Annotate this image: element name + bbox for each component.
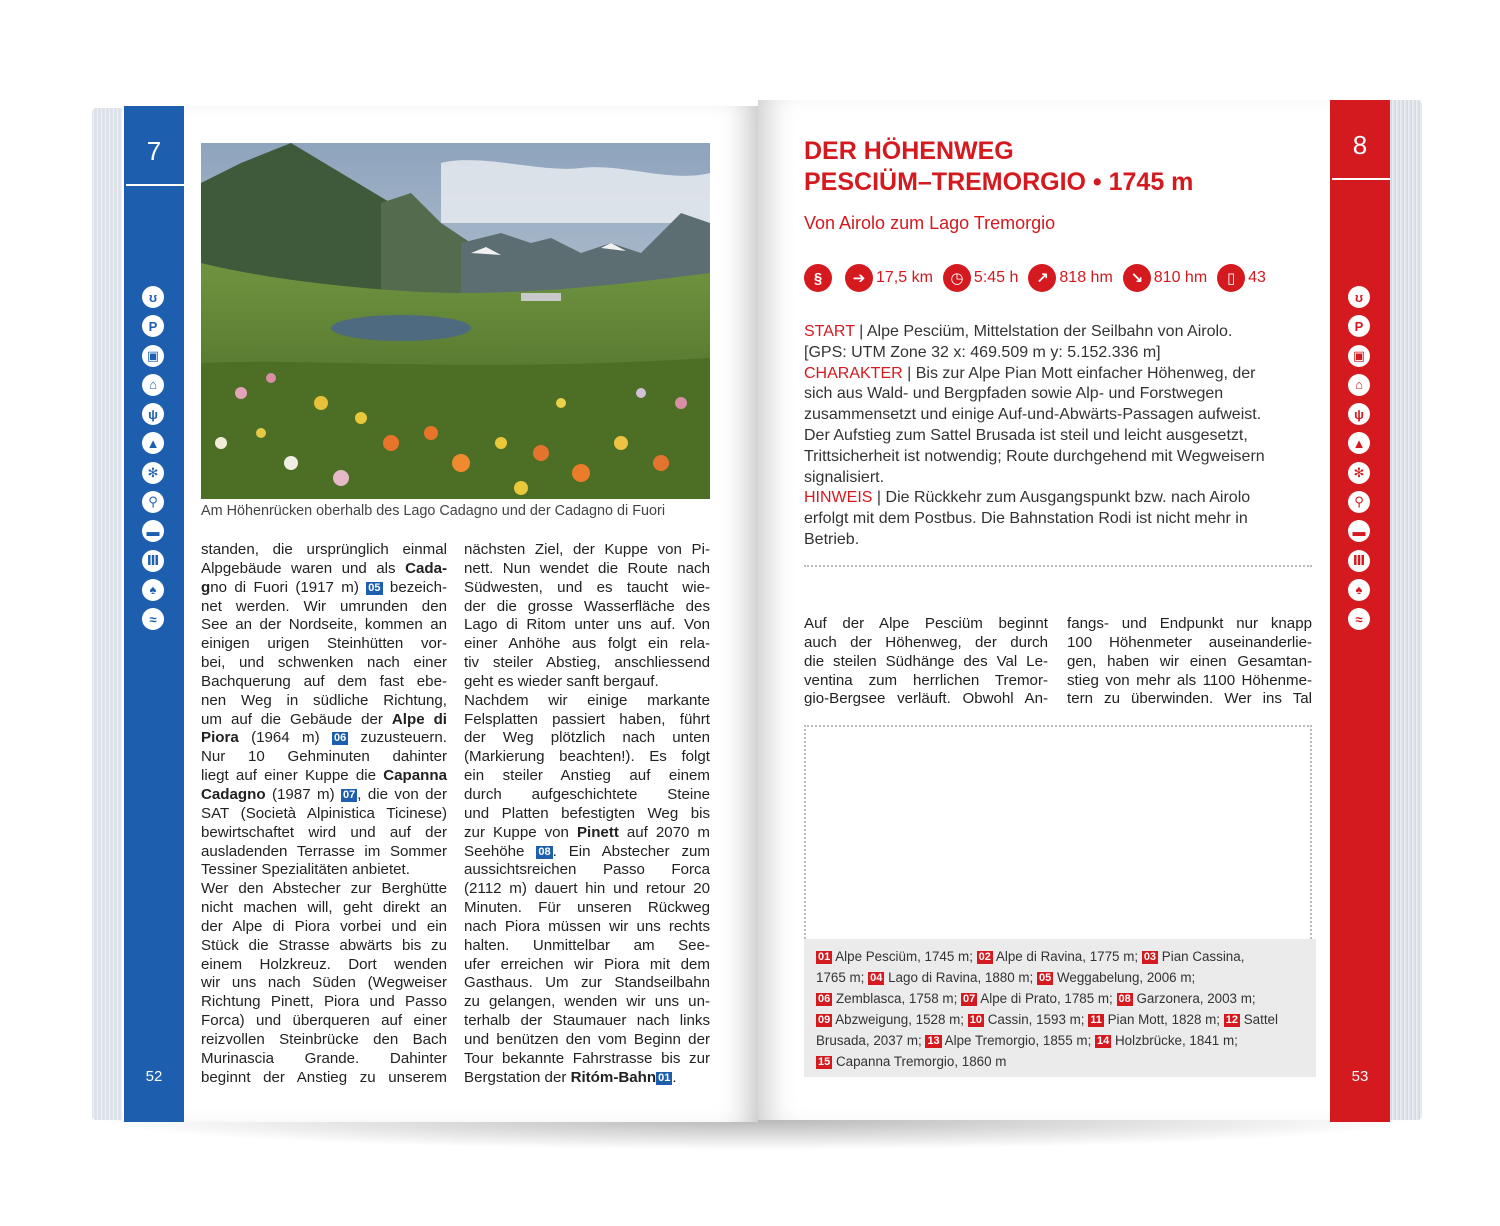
text-line: die steilen Südhänge des Val Le- [804, 652, 1048, 670]
text-line: und Platten befestigten Weg bis [464, 804, 710, 822]
text-line: zu gelangen, wenden wir uns un- [464, 993, 710, 1011]
text-line: ausladenden Terrasse im Sommer [201, 842, 447, 860]
legend-line: Brusada, 2037 m; 13 Alpe Tremorgio, 1855 m; 14 Holzbrücke, 1841 m; [816, 1033, 1238, 1048]
text-line: terhalb der Staumauer nach links [464, 1012, 710, 1030]
tree-icon: ♠ [142, 579, 164, 601]
info-line: zusammensetzt und einige Auf-und-Abwärts-Passagen aufweist. [804, 406, 1262, 424]
chapter-sidebar-right [1330, 100, 1390, 1122]
text-line: einer Anhöhe aus folgt ein rela- [464, 635, 710, 653]
clock-icon: ◷ [943, 264, 971, 292]
text-line: nen Weg in südliche Richtung, [201, 691, 447, 709]
chapter-divider [1332, 178, 1390, 180]
signpost-icon: ➔ [845, 264, 873, 292]
legend-item: 10 Cassin, 1593 m; [969, 1012, 1085, 1027]
legend-item: 06 Zemblasca, 1758 m; [818, 991, 958, 1006]
text-line: (Markierung beachten!). Es folgt [464, 748, 710, 766]
info-line: Trittsicherheit ist notwendig; Route durchgehend mit Wegweisern [804, 447, 1265, 465]
text-line: reizvollen Steinbrücke den Bach [201, 1030, 447, 1048]
text-line: ein steiler Anstieg auf einem [464, 767, 710, 785]
text-line: stieg von mehr als 1100 Höhenme- [1067, 671, 1312, 689]
legend-item: 04 Lago di Ravina, 1880 m; [870, 970, 1034, 985]
map-icon: ▯ [1217, 264, 1245, 292]
parking-icon: P [142, 315, 164, 337]
map-ref-stat: ▯ 43 [1217, 264, 1266, 292]
legend-item: 01 Alpe Pesciüm, 1745 m; [818, 949, 973, 964]
text-line: Seehöhe 08 . Ein Abstecher zum [464, 842, 710, 860]
text-line: Gasthaus. Um zur Standseilbahn [464, 974, 710, 992]
legend-item: 09 Abzweigung, 1528 m; [818, 1012, 965, 1027]
waypoint-badge: 01 [658, 1071, 671, 1084]
text-line: der die grosse Wasserfläche des [464, 597, 710, 615]
chapter-number: 7 [146, 136, 162, 166]
trail-type [804, 264, 835, 292]
text-line: ufer erreichen wir Piora mit dem [464, 955, 710, 973]
text-line: gen, haben wir einen Gesamtan- [1067, 652, 1312, 670]
trail-icon: § [804, 264, 832, 292]
legend-line: 1765 m; 04 Lago di Ravina, 1880 m; 05 Weggabelung, 2006 m; [816, 970, 1196, 985]
distance-stat: ➔ 17,5 km [845, 264, 933, 292]
text-line: tern zu überwinden. Wer ins Tal [1067, 690, 1312, 708]
chapter-divider [126, 184, 184, 186]
text-line: fangs- und Endpunkt nur knapp [1067, 615, 1312, 632]
bear-icon: ʊ [142, 286, 164, 308]
bear-icon: ʊ [1348, 286, 1370, 308]
swim-icon: ≈ [1348, 608, 1370, 630]
text-column-1 [201, 541, 447, 1087]
tent-icon: ▲ [1348, 432, 1370, 454]
tree-icon: ♠ [1348, 579, 1370, 601]
waypoint-badge: 07 [343, 788, 356, 801]
text-line: geht es wieder sanft bergauf. [464, 672, 659, 690]
legend-item: 02 Alpe di Ravina, 1775 m; [978, 949, 1139, 964]
info-line: signalisiert. [804, 468, 885, 486]
waypoint-badge: 06 [333, 732, 347, 745]
legend-item: 12 Sattel [1225, 1012, 1278, 1027]
gps-coordinates: [GPS: UTM Zone 32 x: 469.509 m y: 5.152.336 m] [804, 343, 1161, 361]
info-line: erfolgt mit dem Postbus. Die Bahnstation Rodi ist nicht mehr in [804, 510, 1248, 528]
text-line: Murinascia Grande. Dahinter [201, 1049, 447, 1067]
text-line: einem Holzkreuz. Dort wenden [201, 955, 447, 973]
text-column-3 [804, 615, 1048, 709]
legend-item: 05 Weggabelung, 2006 m; [1039, 970, 1196, 985]
text-line: (2112 m) dauert hin und retour 20 [464, 880, 710, 898]
legend-item: 13 Alpe Tremorgio, 1855 m; [927, 1033, 1092, 1048]
text-line: Forca) und überqueren auf einer [201, 1012, 447, 1030]
text-line: und benützen den vom Beginn der [464, 1030, 710, 1048]
text-line: wir uns nach Süden (Wegweiser [201, 974, 447, 992]
text-line: aussichtsreichen Passo Forca [464, 861, 710, 879]
bed-icon: ▬ [142, 520, 164, 542]
text-line: der Weg plötzlich nach unten [464, 729, 710, 747]
text-line: Alpgebäude waren und als Cada- [201, 559, 447, 577]
museum-icon: Ⅲ [1348, 550, 1370, 572]
text-line: der Alpe di Piora vorbei und ein [201, 917, 447, 935]
text-line: nach Piora müssen wir uns rechts [464, 917, 710, 935]
text-line: Wer den Abstecher zur Berghütte [201, 880, 447, 898]
text-line: gno di Fuori (1917 m) 05 bezeich- [201, 578, 447, 596]
waypoint-badge: 08 [538, 845, 551, 858]
snow-icon: ✻ [142, 462, 164, 484]
waypoint-legend [804, 939, 1316, 1077]
route-title: DER HÖHENWEG [804, 137, 1014, 165]
text-line: See an der Nordseite, kommen an [201, 616, 447, 634]
legend-item: 03 Pian Cassina, [1143, 949, 1245, 964]
text-line: um auf die Gebäude der Alpe di [201, 710, 447, 728]
text-line: Minuten. Für unseren Rückweg [464, 899, 710, 917]
text-line: Stück die Strasse abwärts bis zu [201, 936, 447, 954]
text-line: gio-Bergsee verläuft. Obwohl An- [804, 690, 1048, 708]
ascent-icon: ↗ [1028, 264, 1056, 292]
text-line: durch aufgeschichtete Steine [464, 785, 710, 803]
route-title: PESCIÜM–TREMORGIO • 1745 m [804, 168, 1194, 196]
route-subtitle: Von Airolo zum Lago Tremorgio [804, 213, 1056, 233]
legend-item: 11 Pian Mott, 1828 m; [1090, 1012, 1220, 1027]
text-line: Lago di Ritom unter uns auf. Von [464, 616, 710, 634]
info-line: CHARAKTER | Bis zur Alpe Pian Mott einfacher Höhenweg, der [804, 364, 1256, 382]
time-stat: ◷ 5:45 h [943, 264, 1018, 292]
text-line: Nur 10 Gehminuten dahinter [201, 748, 447, 766]
info-line: sich aus Wald- und Bergpfaden sowie Alp- und Forstwegen [804, 385, 1224, 403]
descent-stat: ↘ 810 hm [1123, 264, 1207, 292]
text-line: ventina zum herrlichen Tremor- [804, 671, 1048, 689]
ascent-stat: ↗ 818 hm [1028, 264, 1112, 292]
route-info [804, 322, 1324, 551]
photo-caption: Am Höhenrücken oberhalb des Lago Cadagno und der Cadagno di Fuori [201, 503, 666, 519]
landscape-photo [201, 143, 710, 499]
icon-list [142, 286, 166, 638]
text-line: beginnt der Anstieg zu unserem [201, 1068, 447, 1086]
page-number: 52 [145, 1068, 163, 1085]
map-placeholder [804, 725, 1312, 939]
page-number: 53 [1351, 1068, 1369, 1085]
route-stats [804, 262, 1276, 294]
text-line: bei, und schwenken nach einer [201, 654, 447, 672]
text-line: Südwesten, und es taucht wie- [464, 578, 710, 596]
bed-icon: ▬ [1348, 520, 1370, 542]
legend-item: 07 Alpe di Prato, 1785 m; [963, 991, 1113, 1006]
dotted-divider [804, 565, 1312, 567]
text-line: Bergstation der Ritóm-Bahn 01 . [464, 1068, 677, 1086]
text-line: tiv steiler Abstieg, anschliessend [464, 654, 710, 672]
bike-icon: ⚲ [142, 491, 164, 513]
icon-list [1348, 286, 1372, 638]
tent-icon: ▲ [142, 432, 164, 454]
descent-icon: ↘ [1123, 264, 1151, 292]
restaurant-icon: ψ [1348, 403, 1370, 425]
text-line: auch der Höhenweg, der durch [804, 633, 1048, 651]
text-line: Bachquerung auf dem fast ebe- [201, 672, 447, 690]
text-line: 100 Höhenmeter auseinanderlie- [1067, 633, 1312, 651]
info-line: START | Alpe Pesciüm, Mittelstation der Seilbahn von Airolo. [804, 323, 1233, 340]
text-line: SAT (Società Alpinistica Ticinese) [201, 804, 447, 822]
info-line: Der Aufstieg zum Sattel Brusada ist steil und leicht ausgesetzt, [804, 426, 1248, 444]
chapter-number: 8 [1352, 130, 1368, 160]
text-line: nett. Nun wendet die Route nach [464, 559, 710, 577]
info-line: HINWEIS | Die Rückkehr zum Ausgangspunkt bzw. nach Airolo [804, 489, 1251, 507]
parking-icon: P [1348, 315, 1370, 337]
text-line: einigen urigen Steinhütten vor- [201, 635, 447, 653]
snow-icon: ✻ [1348, 462, 1370, 484]
legend-line [816, 1009, 1304, 1030]
text-line: zur Kuppe von Pinett auf 2070 m [464, 823, 710, 841]
waypoint-badge: 05 [368, 581, 381, 594]
text-line: Tessiner Spezialitäten anbietet. [201, 861, 410, 879]
text-line: liegt auf einer Kuppe die Capanna [201, 767, 447, 785]
chapter-sidebar-left [124, 106, 184, 1122]
text-column-2 [464, 541, 710, 1087]
info-line: Betrieb. [804, 530, 860, 548]
text-line: bewirtschaftet wird und auf der [201, 823, 447, 841]
legend-line [816, 946, 1304, 967]
cable-car-icon: ⌂ [142, 374, 164, 396]
legend-line [816, 988, 1304, 1009]
text-line: Cadagno (1987 m) 07 , die von der [201, 785, 447, 803]
legend-line [816, 1051, 1304, 1072]
text-line: nicht machen will, geht direkt an [201, 899, 447, 917]
text-line: Tour bekannte Fahrstrasse bis zur [464, 1049, 710, 1067]
text-column-4 [1067, 615, 1312, 709]
legend-item: 14 Holzbrücke, 1841 m; [1097, 1033, 1238, 1048]
text-line: Richtung Pinett, Piora und Passo [201, 993, 447, 1011]
museum-icon: Ⅲ [142, 550, 164, 572]
swim-icon: ≈ [142, 608, 164, 630]
text-line: Auf der Alpe Pesciüm beginnt [804, 615, 1048, 632]
bus-icon: ▣ [1348, 345, 1370, 367]
text-line: halten. Unmittelbar am See- [464, 936, 710, 954]
bus-icon: ▣ [142, 345, 164, 367]
legend-item: 15 Capanna Tremorgio, 1860 m [818, 1054, 1007, 1069]
text-line: standen, die ursprünglich einmal [201, 541, 447, 558]
text-line: Felsplatten passiert haben, führt [464, 710, 710, 728]
legend-item: 08 Garzonera, 2003 m; [1118, 991, 1256, 1006]
cable-car-icon: ⌂ [1348, 374, 1370, 396]
text-line: nächsten Ziel, der Kuppe von Pi- [464, 541, 710, 558]
text-line: net werden. Wir umrunden den [201, 597, 447, 615]
restaurant-icon: ψ [142, 403, 164, 425]
text-line: Piora (1964 m) 06 zuzusteuern. [201, 729, 447, 747]
text-line: Nachdem wir einige markante [464, 691, 710, 709]
bike-icon: ⚲ [1348, 491, 1370, 513]
